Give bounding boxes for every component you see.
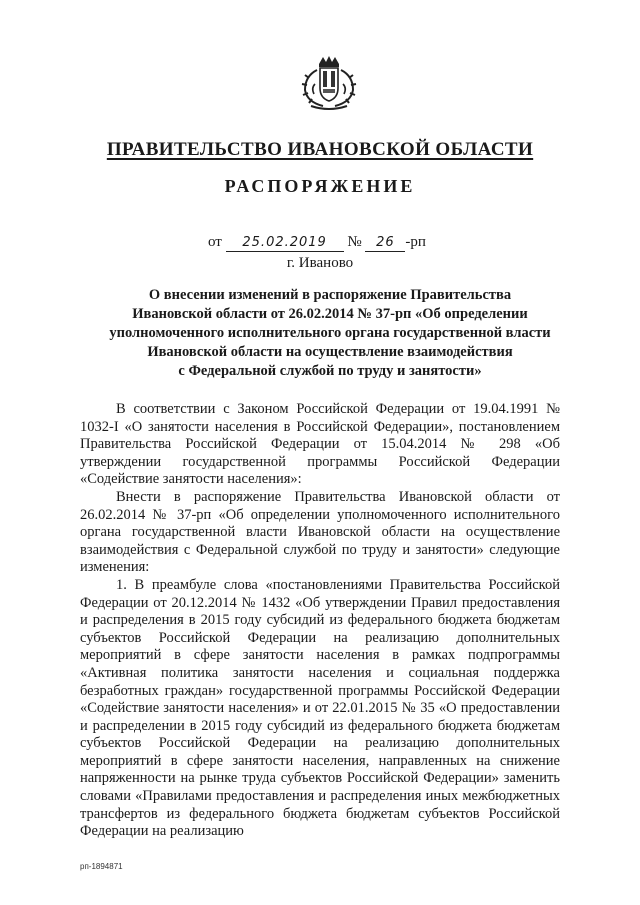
organization-name: ПРАВИТЕЛЬСТВО ИВАНОВСКОЙ ОБЛАСТИ <box>106 139 534 160</box>
paragraph: В соответствии с Законом Российской Федерации от 19.04.1991 № 1032-I «О занятости населения в Российской Федерации», постановлением Правительства Российской Федерации от 15.04.2014 № 298 «Об утверждении государственной программы Российской Федерации «Содействие занятости населения»: <box>80 401 560 488</box>
coat-of-arms-icon <box>297 54 361 112</box>
number-label: № <box>347 234 362 250</box>
document-body <box>80 401 560 841</box>
heading-line: О внесении изменений в распоряжение Правительства <box>148 287 512 303</box>
footer-code: рп-1894871 <box>80 862 123 871</box>
document-heading <box>70 286 590 381</box>
date-prefix: от <box>208 234 222 250</box>
heading-line: Ивановской области от 26.02.2014 № 37-рп «Об определении <box>132 306 528 322</box>
number-suffix: -рп <box>405 234 426 250</box>
city: г. Иваново <box>286 255 354 271</box>
paragraph: Внести в распоряжение Правительства Ивановской области от 26.02.2014 № 37-рп «Об определении уполномоченного исполнительного органа государственной власти Ивановской области на осуществление взаимодействия с Федеральной службой по труду и занятости» следующие изменения: <box>80 488 560 576</box>
document-type: РАСПОРЯЖЕНИЕ <box>224 176 416 196</box>
paragraph: 1. В преамбуле слова «постановлениями Правительства Российской Федерации от 20.12.2014 № 1432 «Об утверждении Правил предоставления и распределения в 2015 году субсидий из федерального бюджета бюджетам субъектов Российской Федерации на реализацию дополнительных мероприятий в сфере занятости населения в рамках подпрограммы «Активная политика занятости населения и социальная поддержка безработных граждан» государственной программы Российской Федерации «Содействие занятости населения» и от 22.01.2015 № 35 «О предоставлении и распределении в 2015 году субсидий из федерального бюджета бюджетам субъектов Российской Федерации на реализацию дополнительных мероприятий в сфере занятости населения, направленных на снижение напряженности на рынке труда субъектов Российской Федерации» заменить словами «Правилами предоставления и распределения иных межбюджетных трансфертов из федерального бюджета бюджетам субъектов Российской Федерации на реализацию <box>80 576 560 840</box>
organization-title <box>0 138 640 162</box>
dateline <box>208 232 426 252</box>
document-date: 25.02.2019 <box>226 235 344 252</box>
heading-line: с Федеральной службой по труду и занятости» <box>178 363 482 379</box>
heading-line: Ивановской области на осуществление взаимодействия <box>147 344 513 360</box>
heading-line: уполномоченного исполнительного органа государственной власти <box>109 325 551 341</box>
document-number: 26 <box>365 235 405 252</box>
